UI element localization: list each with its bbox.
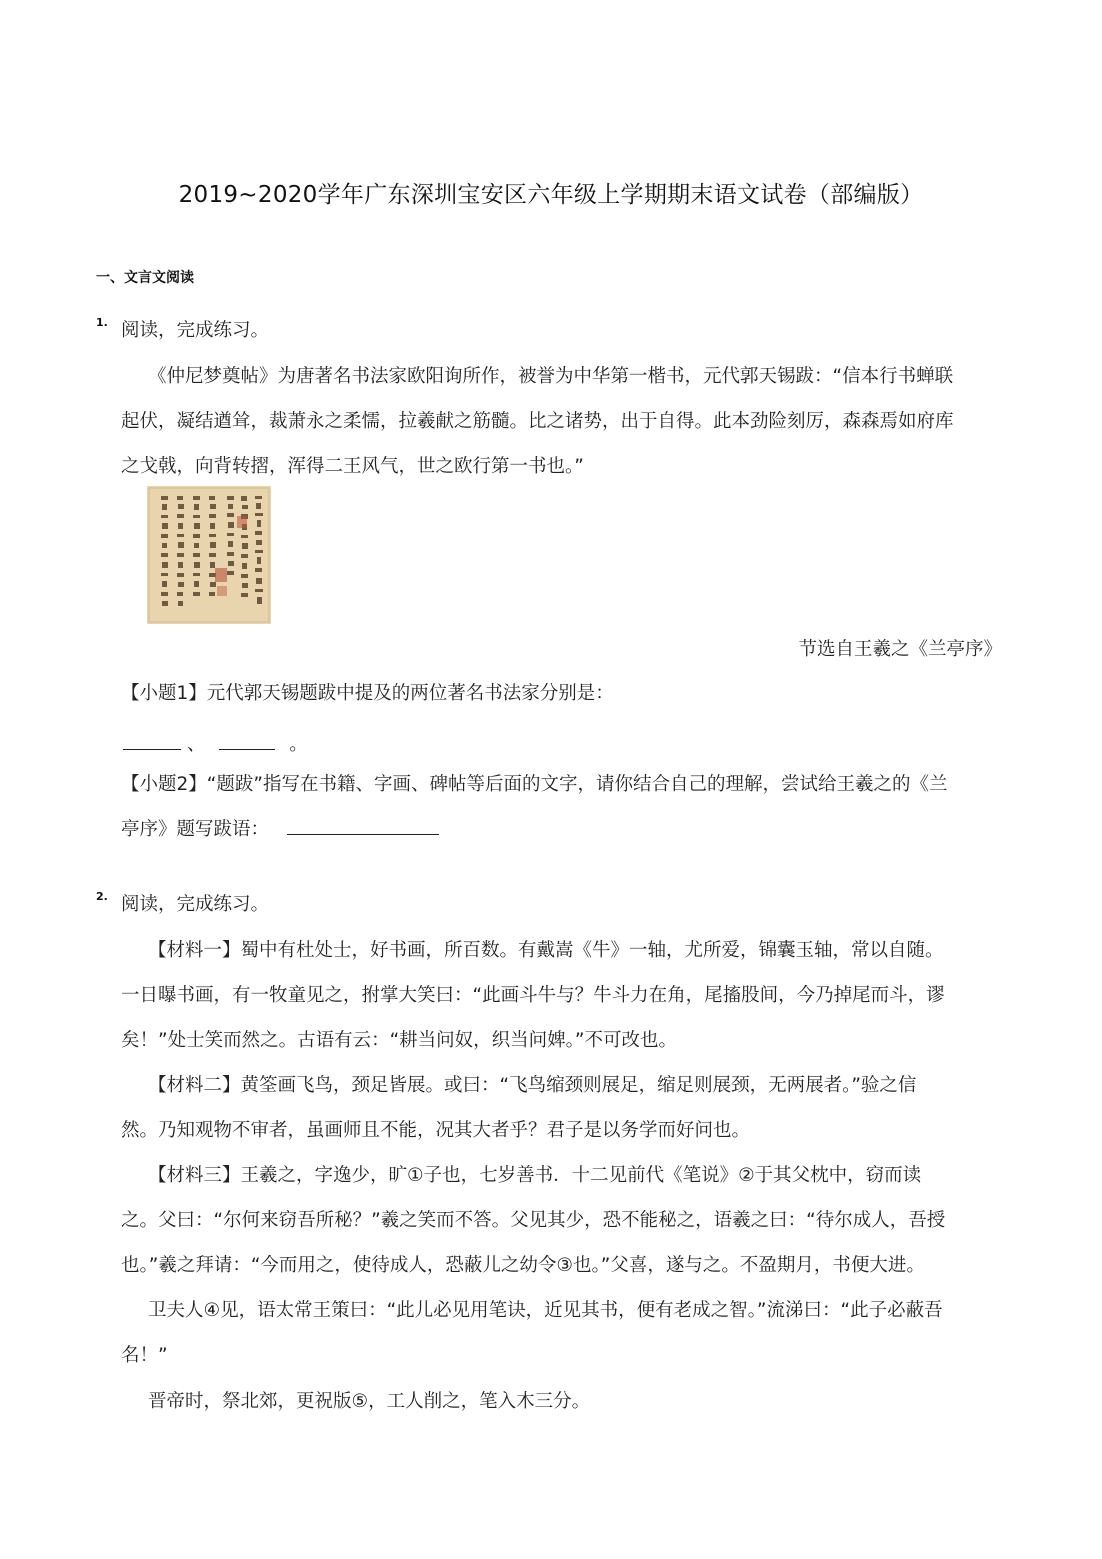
material-line: 【材料三】王羲之，字逸少，旷①子也，七岁善书．十二见前代《笔说》②于其父枕中，窃而读 (148, 1165, 922, 1186)
section-heading: 一、文言文阅读 (96, 270, 194, 286)
material-line: 然。乃知观物不审者，虽画师且不能，况其大者乎？君子是以务学而好问也。 (121, 1120, 751, 1141)
material-line: 一日曝书画，有一牧童见之，拊掌大笑曰：“此画斗牛与？牛斗力在角，尾搐股间，今乃掉尾而斗，谬 (121, 985, 945, 1006)
answer-blank[interactable] (219, 749, 275, 750)
page-title: 2019~2020学年广东深圳宝安区六年级上学期期末语文试卷（部编版） (178, 182, 924, 208)
answer-blanks-row (123, 730, 308, 756)
material-line: 晋帝时，祭北郊，更祝版⑤，工人削之，笔入木三分。 (148, 1391, 591, 1412)
material-line: 也。”羲之拜请：“今而用之，使待成人，恐蔽儿之幼令③也。”父喜，遂与之。不盈期月，书便大进。 (121, 1255, 925, 1276)
question-prompt: 阅读，完成练习。 (121, 894, 270, 915)
sub-question-2-cont (121, 815, 439, 841)
passage-line: 之戈戟，向背转摺，浑得二王风气，世之欧行第一书也。” (121, 456, 584, 477)
material-line: 【材料二】黄筌画飞鸟，颈足皆展。或曰：“飞鸟缩颈则展足，缩足则展颈，无两展者。”验之信 (148, 1075, 917, 1096)
passage-line: 《仲尼梦奠帖》为唐著名书法家欧阳询所作，被誉为中华第一楷书，元代郭天锡跋：“信本行书蝉联 (148, 366, 954, 387)
question-prompt: 阅读，完成练习。 (121, 320, 270, 341)
calligraphy-image (147, 486, 271, 624)
question-number: 1. (96, 316, 108, 329)
image-caption: 节选自王羲之《兰亭序》 (798, 639, 1002, 660)
blank-separator: 、 (186, 734, 206, 755)
sub-question-2-text: 亭序》题写跋语： (121, 819, 270, 840)
blank-end: 。 (289, 734, 308, 755)
material-line: 【材料一】蜀中有杜处士，好书画，所百数。有戴嵩《牛》一轴，尤所爱，锦囊玉轴，常以自随。 (148, 940, 944, 961)
material-line: 名！” (121, 1345, 168, 1366)
material-line: 之。父曰：“尔何来窃吾所秘？”羲之笑而不答。父见其少，恐不能秘之，语羲之曰：“待尔成人，吾授 (121, 1210, 946, 1231)
question-number: 2. (96, 890, 108, 903)
sub-question-2: 【小题2】“题跋”指写在书籍、字画、碑帖等后面的文字，请你结合自己的理解，尝试给王羲之的《兰 (121, 774, 948, 795)
material-line: 矣！”处士笑而然之。古语有云：“耕当问奴，织当问婢。”不可改也。 (121, 1030, 678, 1051)
passage-line: 起伏，凝结遒耸，裁萧永之柔懦，拉羲献之筋髓。比之诸势，出于自得。此本劲险刻厉，森森焉如府库 (121, 411, 954, 432)
answer-blank[interactable] (287, 834, 439, 835)
sub-question-1: 【小题1】元代郭天锡题跋中提及的两位著名书法家分别是： (121, 683, 614, 704)
answer-blank[interactable] (123, 749, 181, 750)
material-line: 卫夫人④见，语太常王策曰：“此儿必见用笔诀，近见其书，便有老成之智。”流涕曰：“此子必蔽吾 (148, 1300, 943, 1321)
